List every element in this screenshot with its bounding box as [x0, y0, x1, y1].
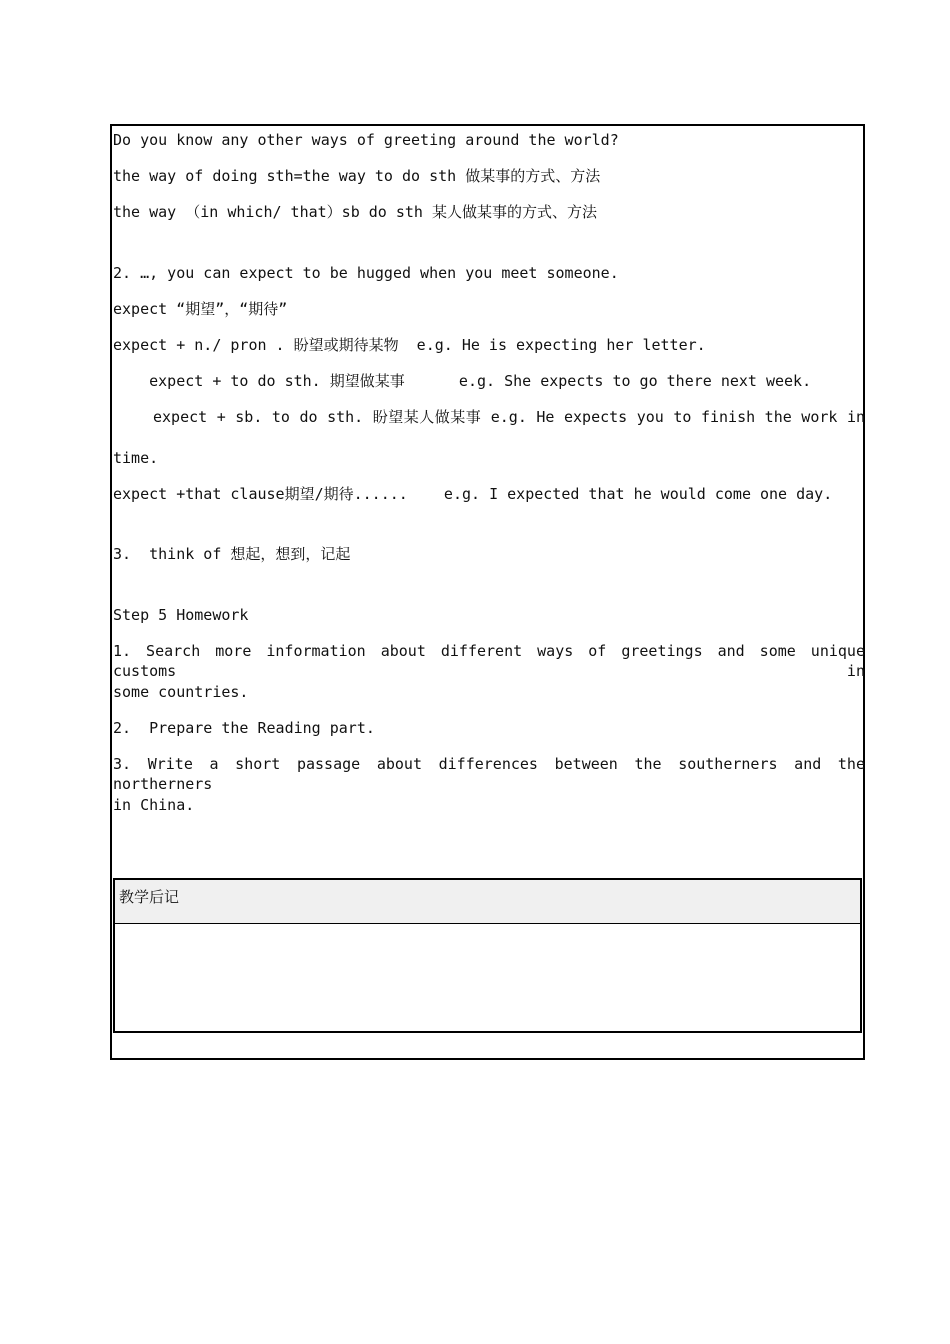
text-line: the way （in which/ that）sb do sth 某人做某事的方式、方法 — [113, 203, 597, 221]
text-line: some countries. — [113, 683, 249, 701]
text-line: 2. Prepare the Reading part. — [113, 719, 375, 737]
text-line: time. — [113, 449, 159, 467]
text-line: expect +that clause期望/期待...... e.g. I expected that he would come one day. — [113, 485, 833, 503]
text-line: Do you know any other ways of greeting around the world? — [113, 131, 619, 149]
text-line: 2. …, you can expect to be hugged when you meet someone. — [113, 264, 619, 282]
text-line: in China. — [113, 796, 195, 814]
text-line: expect + sb. to do sth. 盼望某人做某事 e.g. He expects you to finish the work in — [153, 408, 865, 426]
teaching-notes-title: 教学后记 — [115, 880, 860, 924]
text-line: the way of doing sth=the way to do sth 做某事的方式、方法 — [113, 167, 601, 185]
text-line: expect + to do sth. 期望做某事 e.g. She expects to go there next week. — [113, 372, 812, 390]
teaching-notes-box — [113, 878, 862, 1033]
section-heading: Step 5 Homework — [113, 606, 249, 624]
text-line: expect + n./ pron . 盼望或期待某物 e.g. He is expecting her letter. — [113, 336, 706, 354]
text-line: 3. Write a short passage about differences between the southerners and the northerners — [113, 755, 865, 793]
text-line: 3. think of 想起，想到，记起 — [113, 545, 351, 563]
text-line: 1. Search more information about different ways of greetings and some unique customs in — [113, 642, 865, 680]
text-line: expect “期望”，“期待” — [113, 300, 288, 318]
